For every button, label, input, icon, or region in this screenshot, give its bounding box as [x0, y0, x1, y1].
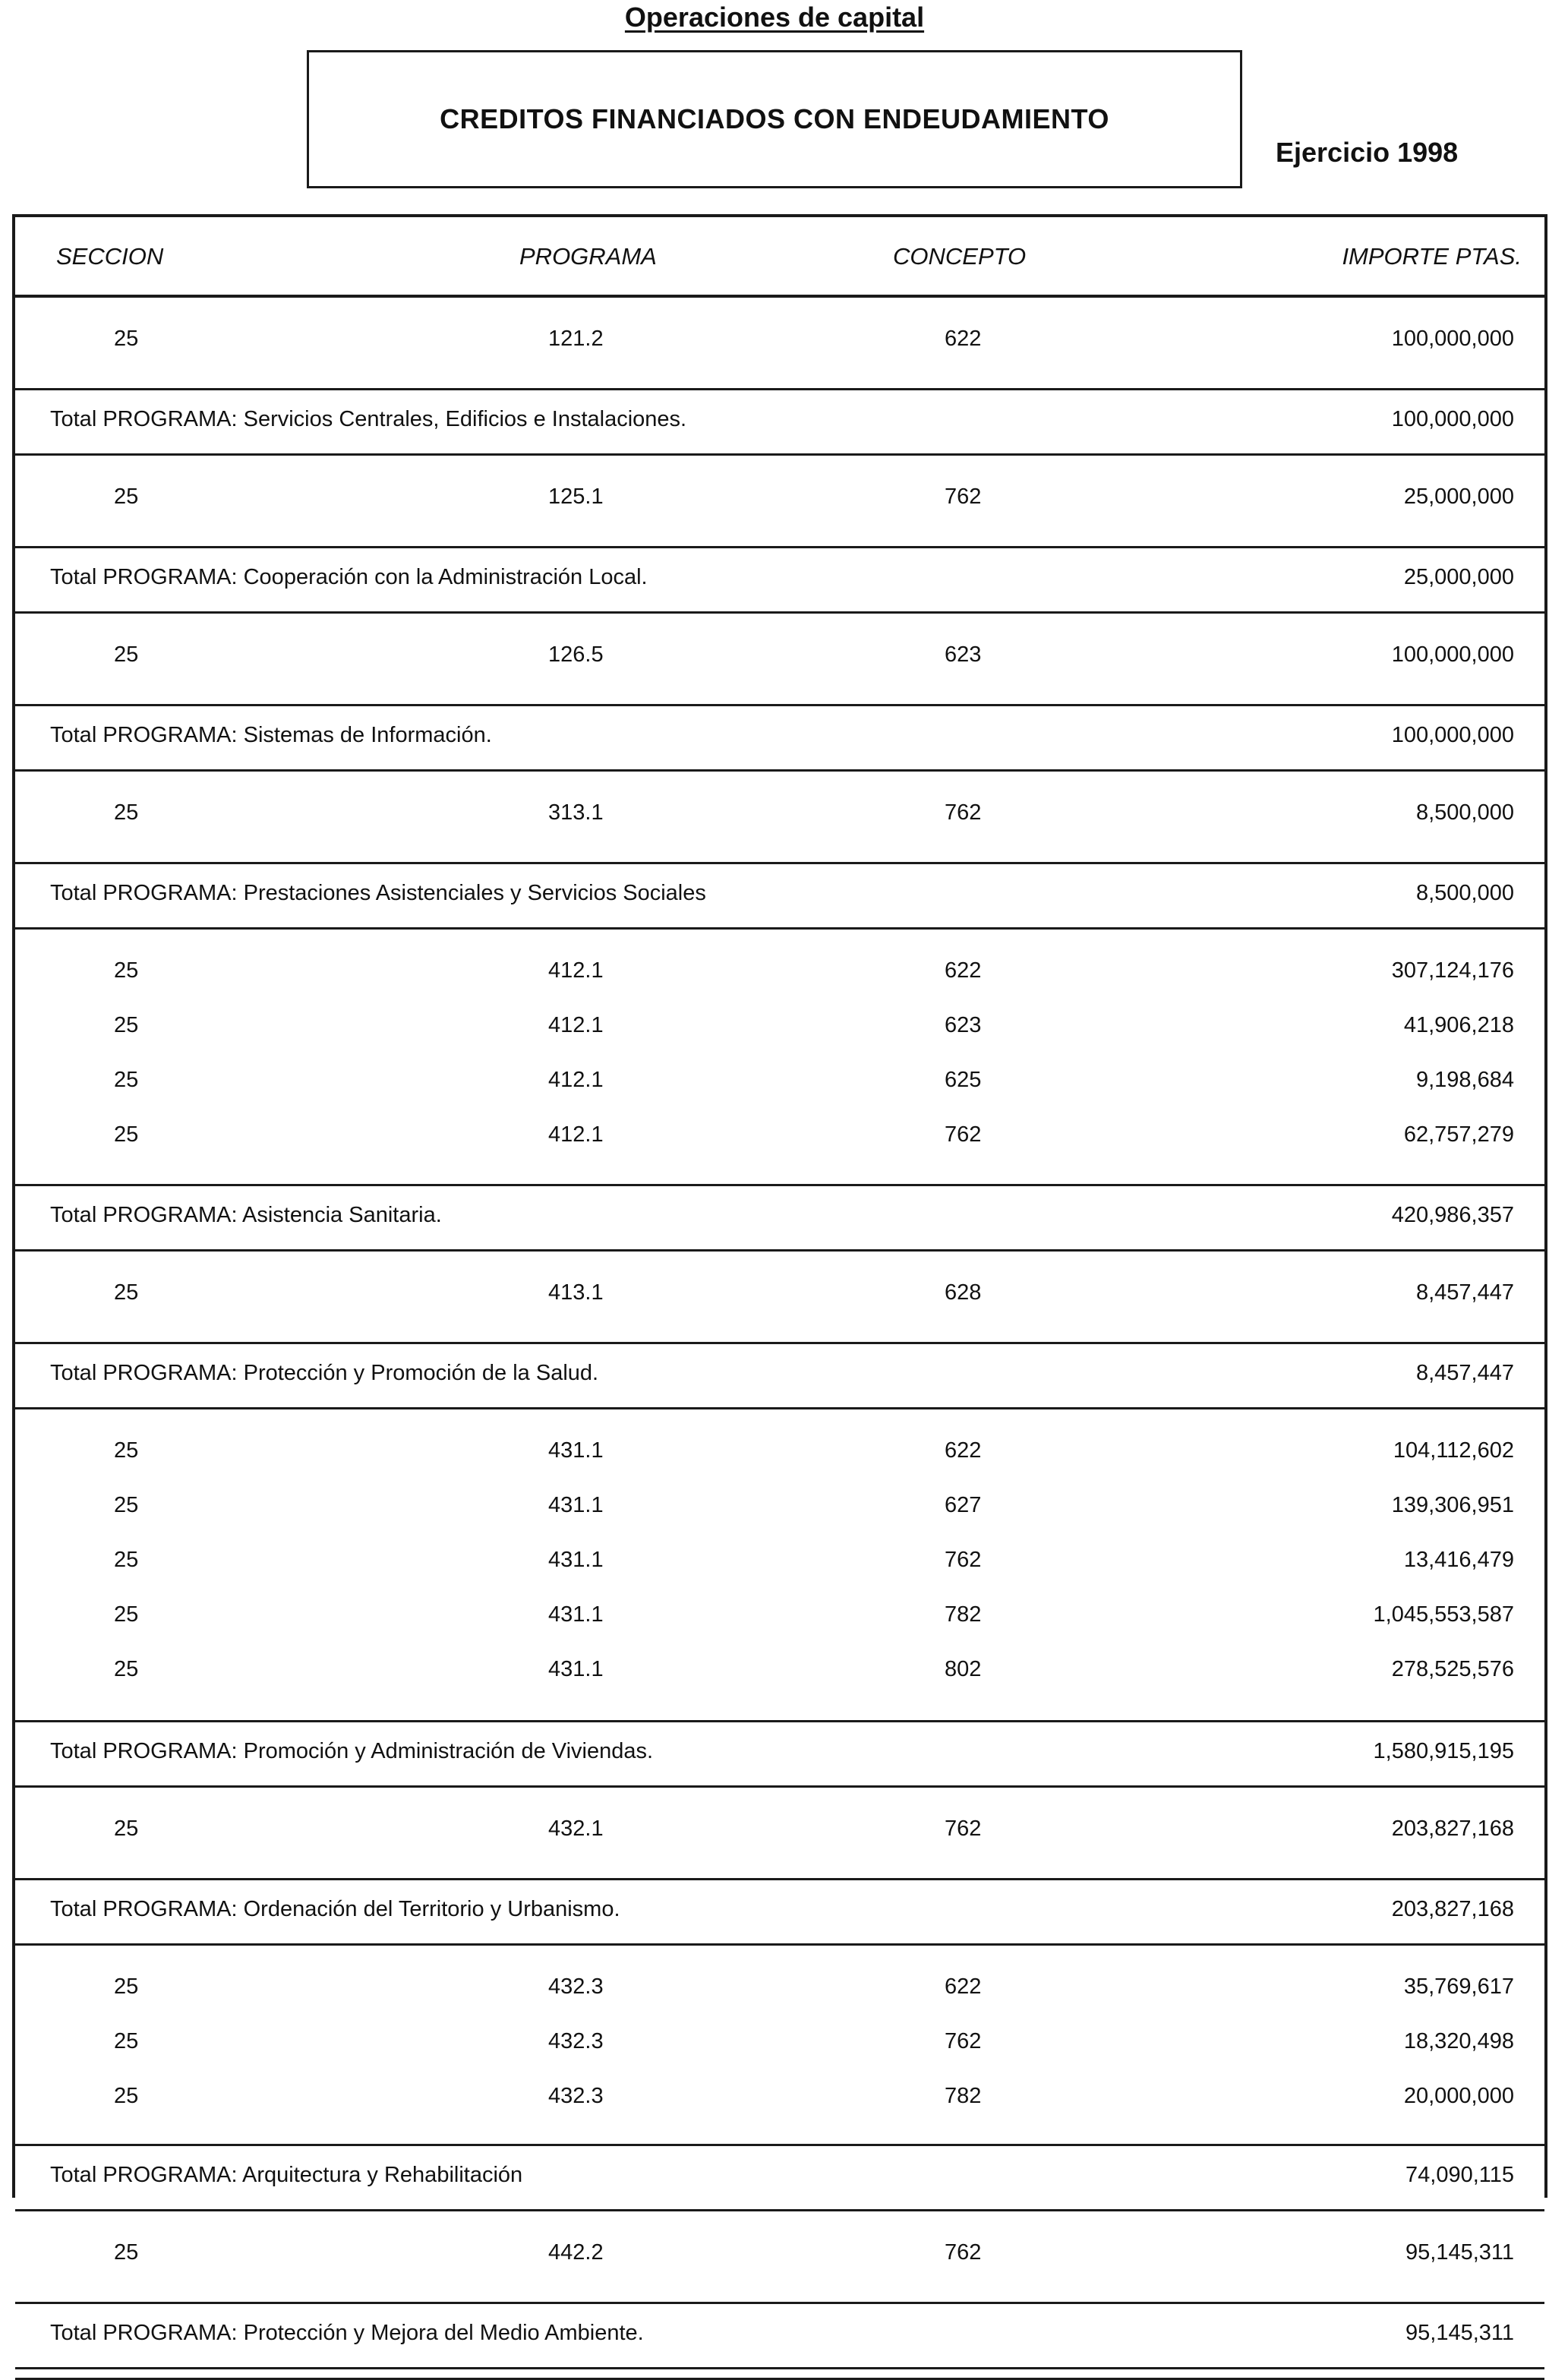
column-header-concepto: CONCEPTO: [893, 243, 1027, 270]
cell-concepto: 762: [945, 1817, 982, 1841]
cell-importe: 41,906,218: [1403, 1013, 1514, 1037]
cell-concepto: 802: [945, 1657, 982, 1681]
program-total-label: Total PROGRAMA: Servicios Centrales, Edificios e Instalaciones.: [50, 407, 687, 431]
cell-programa: 431.1: [548, 1657, 604, 1681]
cell-importe: 307,124,176: [1391, 958, 1514, 983]
program-total-label: Total PROGRAMA: Sistemas de Información.: [50, 723, 492, 747]
table-row: [15, 1801, 1544, 1858]
cell-programa: 431.1: [548, 1438, 604, 1463]
program-total-row: [15, 706, 1544, 772]
cell-programa: 431.1: [548, 1548, 604, 1572]
cell-importe: 100,000,000: [1391, 327, 1514, 351]
table-row: [15, 943, 1544, 999]
cell-programa: 412.1: [548, 1122, 604, 1147]
cell-importe: 104,112,602: [1393, 1438, 1514, 1463]
cell-seccion: 25: [114, 1068, 139, 1092]
program-total-amount: 25,000,000: [1403, 565, 1514, 589]
cell-programa: 413.1: [548, 1280, 604, 1305]
page-title: Operaciones de capital: [624, 2, 925, 33]
continuation-band: [15, 2369, 1544, 2380]
program-total-amount: 74,090,115: [1405, 2163, 1514, 2187]
cell-programa: 432.3: [548, 2029, 604, 2053]
table-row: [15, 1053, 1544, 1109]
cell-importe: 203,827,168: [1391, 1817, 1514, 1841]
program-total-row: [15, 1722, 1544, 1788]
table-row: [15, 1587, 1544, 1643]
program-total-amount: 1,580,915,195: [1373, 1739, 1514, 1763]
cell-programa: 412.1: [548, 1068, 604, 1092]
cell-programa: 125.1: [548, 485, 604, 509]
cell-seccion: 25: [114, 1493, 139, 1517]
table-row: [15, 1642, 1544, 1698]
cell-seccion: 25: [114, 1013, 139, 1037]
cell-seccion: 25: [114, 958, 139, 983]
cell-programa: 442.2: [548, 2240, 604, 2265]
column-header-seccion: SECCION: [56, 243, 164, 270]
program-total-amount: 100,000,000: [1391, 407, 1514, 431]
program-total-amount: 420,986,357: [1391, 1203, 1514, 1227]
program-total-label: Total PROGRAMA: Protección y Promoción de la Salud.: [50, 1361, 599, 1385]
cell-concepto: 622: [945, 327, 982, 351]
program-total-label: Total PROGRAMA: Cooperación con la Administración Local.: [50, 565, 648, 589]
program-total-amount: 95,145,311: [1405, 2321, 1514, 2345]
cell-concepto: 623: [945, 642, 982, 667]
program-total-amount: 8,457,447: [1415, 1361, 1514, 1385]
cell-importe: 1,045,553,587: [1373, 1602, 1514, 1627]
cell-programa: 412.1: [548, 958, 604, 983]
program-total-label: Total PROGRAMA: Protección y Mejora del Medio Ambiente.: [50, 2321, 644, 2345]
cell-seccion: 25: [114, 2029, 139, 2053]
table-row: [15, 1478, 1544, 1534]
cell-importe: 8,500,000: [1415, 800, 1514, 825]
cell-seccion: 25: [114, 1548, 139, 1572]
table-row: [15, 1959, 1544, 2015]
cell-programa: 432.3: [548, 2084, 604, 2108]
cell-seccion: 25: [114, 2240, 139, 2265]
table-row: [15, 311, 1544, 368]
program-total-row: [15, 2146, 1544, 2211]
report-title: CREDITOS FINANCIADOS CON ENDEUDAMIENTO: [440, 103, 1109, 134]
cell-seccion: 25: [114, 485, 139, 509]
table-row: [15, 469, 1544, 526]
table-row: [15, 1107, 1544, 1163]
cell-seccion: 25: [114, 1280, 139, 1305]
program-total-amount: 203,827,168: [1391, 1897, 1514, 1921]
cell-importe: 20,000,000: [1403, 2084, 1514, 2108]
column-header-importe: IMPORTE PTAS.: [1342, 243, 1522, 270]
program-total-label: Total PROGRAMA: Prestaciones Asistenciales y Servicios Sociales: [50, 881, 706, 905]
program-total-amount: 8,500,000: [1415, 881, 1514, 905]
table-row: [15, 2225, 1544, 2281]
cell-concepto: 762: [945, 1122, 982, 1147]
report-title-box: [307, 50, 1242, 188]
cell-concepto: 622: [945, 1974, 982, 1999]
cell-seccion: 25: [114, 2084, 139, 2108]
cell-seccion: 25: [114, 1602, 139, 1627]
cell-importe: 139,306,951: [1391, 1493, 1514, 1517]
table-row: [15, 1265, 1544, 1321]
table-header: [15, 217, 1544, 298]
cell-concepto: 622: [945, 958, 982, 983]
table-row: [15, 2069, 1544, 2125]
credits-table: [12, 214, 1547, 2345]
program-total-label: Total PROGRAMA: Asistencia Sanitaria.: [50, 1203, 442, 1227]
cell-importe: 9,198,684: [1415, 1068, 1514, 1092]
cell-concepto: 623: [945, 1013, 982, 1037]
cell-importe: 278,525,576: [1391, 1657, 1514, 1681]
program-total-amount: 100,000,000: [1391, 723, 1514, 747]
cell-concepto: 782: [945, 1602, 982, 1627]
cell-programa: 431.1: [548, 1602, 604, 1627]
cell-concepto: 627: [945, 1493, 982, 1517]
cell-concepto: 625: [945, 1068, 982, 1092]
cell-concepto: 762: [945, 2029, 982, 2053]
table-row: [15, 1423, 1544, 1479]
program-total-row: [15, 548, 1544, 614]
cell-seccion: 25: [114, 1122, 139, 1147]
program-total-row: [15, 1186, 1544, 1252]
cell-programa: 313.1: [548, 800, 604, 825]
table-row: [15, 627, 1544, 683]
cell-seccion: 25: [114, 327, 139, 351]
cell-seccion: 25: [114, 1657, 139, 1681]
cell-seccion: 25: [114, 642, 139, 667]
table-row: [15, 785, 1544, 841]
table-row: [15, 1532, 1544, 1589]
cell-seccion: 25: [114, 1817, 139, 1841]
table-row: [15, 2014, 1544, 2070]
cell-concepto: 628: [945, 1280, 982, 1305]
cell-programa: 431.1: [548, 1493, 604, 1517]
fiscal-year-label: Ejercicio 1998: [1276, 137, 1459, 168]
cell-seccion: 25: [114, 800, 139, 825]
cell-concepto: 762: [945, 485, 982, 509]
cell-importe: 18,320,498: [1403, 2029, 1514, 2053]
cell-concepto: 622: [945, 1438, 982, 1463]
cell-concepto: 762: [945, 2240, 982, 2265]
cell-importe: 13,416,479: [1403, 1548, 1514, 1572]
cell-programa: 126.5: [548, 642, 604, 667]
program-total-row: [15, 1880, 1544, 1946]
program-total-row: [15, 1344, 1544, 1409]
cell-seccion: 25: [114, 1438, 139, 1463]
program-total-label: Total PROGRAMA: Promoción y Administración de Viviendas.: [50, 1739, 654, 1763]
cell-importe: 25,000,000: [1403, 485, 1514, 509]
cell-concepto: 782: [945, 2084, 982, 2108]
cell-seccion: 25: [114, 1974, 139, 1999]
program-total-label: Total PROGRAMA: Ordenación del Territorio y Urbanismo.: [50, 1897, 620, 1921]
cell-importe: 62,757,279: [1403, 1122, 1514, 1147]
program-total-row: [15, 2304, 1544, 2369]
cell-concepto: 762: [945, 1548, 982, 1572]
cell-concepto: 762: [945, 800, 982, 825]
cell-importe: 95,145,311: [1405, 2240, 1514, 2265]
cell-importe: 35,769,617: [1403, 1974, 1514, 1999]
program-total-row: [15, 390, 1544, 456]
cell-importe: 8,457,447: [1415, 1280, 1514, 1305]
table-row: [15, 998, 1544, 1054]
program-total-label: Total PROGRAMA: Arquitectura y Rehabilitación: [50, 2163, 523, 2187]
cell-programa: 432.1: [548, 1817, 604, 1841]
cell-importe: 100,000,000: [1391, 642, 1514, 667]
cell-programa: 432.3: [548, 1974, 604, 1999]
cell-programa: 412.1: [548, 1013, 604, 1037]
program-total-row: [15, 864, 1544, 930]
cell-programa: 121.2: [548, 327, 604, 351]
column-header-programa: PROGRAMA: [519, 243, 657, 270]
